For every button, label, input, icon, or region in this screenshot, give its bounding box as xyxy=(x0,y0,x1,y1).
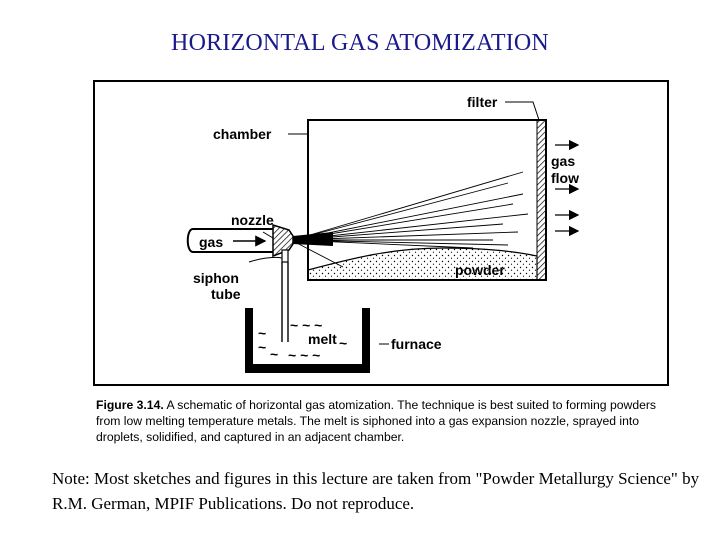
label-melt: melt xyxy=(308,331,337,347)
figure-caption xyxy=(96,397,672,445)
label-gas-flow-2: flow xyxy=(551,170,579,186)
slide-title: HORIZONTAL GAS ATOMIZATION xyxy=(171,30,549,56)
leader-lines xyxy=(249,102,539,344)
svg-text:~: ~ xyxy=(270,346,279,362)
label-gas-flow-1: gas xyxy=(551,153,576,169)
label-chamber: chamber xyxy=(213,126,272,142)
figure-number: Figure 3.14. xyxy=(96,398,164,412)
label-gas: gas xyxy=(199,234,224,250)
label-siphon-2: tube xyxy=(211,286,241,302)
label-furnace: furnace xyxy=(391,336,442,352)
filter xyxy=(537,120,546,280)
svg-text:~: ~ xyxy=(339,335,348,351)
figure-caption-text: A schematic of horizontal gas atomization. The technique is best suited to forming powders from low melting temperature metals. The melt is siphoned into a gas expansion nozzle, sprayed into droplets, solidified, and captured in an adjacent chamber. xyxy=(96,398,657,444)
label-nozzle: nozzle xyxy=(231,212,274,228)
svg-text:~: ~ xyxy=(258,339,267,355)
svg-text:~ ~ ~: ~ ~ ~ xyxy=(288,347,321,363)
atomization-diagram xyxy=(93,80,669,386)
label-powder: powder xyxy=(455,262,505,278)
label-filter: filter xyxy=(467,94,498,110)
siphon-tube xyxy=(282,262,288,342)
spray-cone xyxy=(293,232,333,246)
svg-text:~: ~ xyxy=(258,325,267,341)
nozzle-tip xyxy=(282,250,288,262)
svg-text:~ ~ ~: ~ ~ ~ xyxy=(290,317,323,333)
label-siphon-1: siphon xyxy=(193,270,239,286)
source-note: Note: Most sketches and figures in this lecture are taken from "Powder Metallurgy Science" by R.M. German, MPIF Publications. Do not reproduce. xyxy=(52,469,700,513)
